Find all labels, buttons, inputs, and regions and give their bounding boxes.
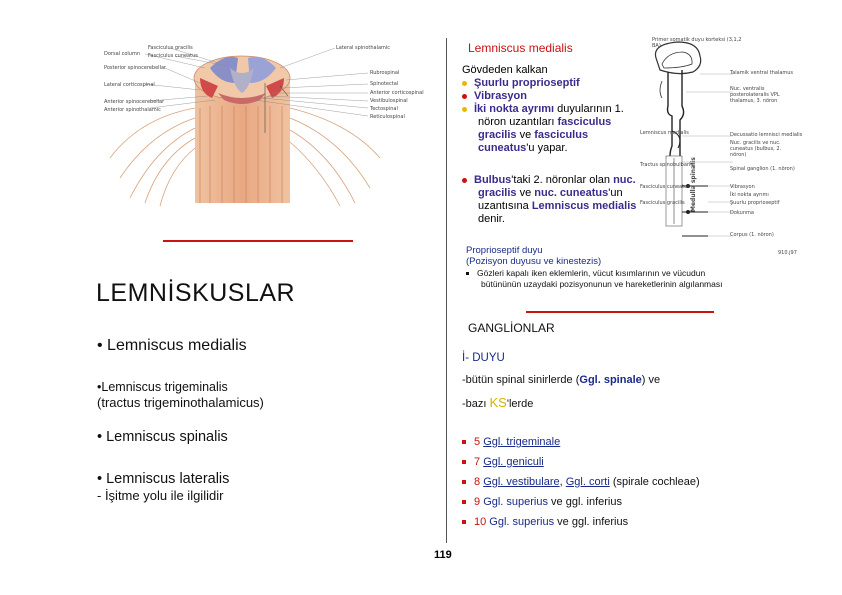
ganglion-sub: İ- DUYU xyxy=(462,352,505,364)
fig-label: Rubrospinal xyxy=(370,70,400,76)
bullet-cont xyxy=(462,187,662,226)
bullet-text: Şuurlu proprioseptif xyxy=(474,77,580,89)
bullet-text: gracilis xyxy=(478,129,517,141)
bullet-cont xyxy=(462,116,642,155)
fig-label: Şuurlu proprioseptif xyxy=(730,200,780,206)
bullet-icon xyxy=(462,178,467,183)
pathway-figure xyxy=(638,36,803,258)
bullet-text: 'u yapar. xyxy=(526,142,568,154)
intro-text: Gövdeden kalkan xyxy=(462,64,548,76)
proprio-line: Proprioseptif duyu xyxy=(466,245,543,256)
fig-label: Decussatio lemnisci medialis xyxy=(730,132,803,138)
list-item xyxy=(462,512,700,532)
page-title: LEMNİSKUSLAR xyxy=(96,279,296,307)
bullet-icon xyxy=(462,94,467,99)
fig-label: Nuc. ventralis posterolateralis VPL thalamus, 3. nöron xyxy=(730,86,780,104)
list-item-line: • Lemniscus lateralis xyxy=(97,471,230,487)
item-name: Ggl. geniculi xyxy=(483,456,544,468)
list-item-lemniscus-spinalis: • Lemniscus spinalis xyxy=(97,429,228,445)
fig-caption: Primer somatik duyu korteksi (3,1,2 BA) xyxy=(652,37,742,49)
bullet-text: nuc. xyxy=(613,174,636,186)
bullet-text: cuneatus xyxy=(478,142,527,154)
spinal-cord-figure xyxy=(100,38,448,208)
fig-label: Fasciculus cuneatus xyxy=(148,53,198,59)
bullet-item xyxy=(462,90,642,103)
list-item-lemniscus-medialis: • Lemniscus medialis xyxy=(97,337,247,354)
bullet-item xyxy=(462,174,662,187)
ganglion-list xyxy=(462,432,700,532)
fig-label: Anterior corticospinal xyxy=(370,90,424,96)
fig-label: Lemniscus medialis xyxy=(640,130,689,136)
bullet-text: 'taki 2. nöronlar olan xyxy=(511,174,614,186)
bullet-icon xyxy=(462,500,466,504)
bullet-text: 'un xyxy=(608,187,623,199)
bullet-item xyxy=(466,268,776,279)
text-segment: -bazı xyxy=(462,398,490,410)
fig-label: Talamik ventral thalamus xyxy=(730,70,794,76)
bullet-item xyxy=(462,103,642,116)
fig-label: Dorsal column xyxy=(104,51,141,57)
bullet-icon xyxy=(462,460,466,464)
bullet-icon xyxy=(462,107,467,112)
fig-label: Spinal ganglion (1. nöron) xyxy=(730,166,795,172)
item-num: 7 xyxy=(474,456,484,468)
bullet-text: İki nokta ayrımı xyxy=(474,103,555,115)
item-rest: ve ggl. inferius xyxy=(548,496,622,508)
bullet-text: nöron uzantıları xyxy=(478,116,558,128)
bullet-text: ve xyxy=(516,187,535,199)
page-number: 119 xyxy=(434,549,452,561)
item-name: Ggl. superius xyxy=(483,496,548,508)
proprio-bullets xyxy=(466,268,776,290)
text-segment: ) ve xyxy=(641,374,661,386)
fig-code: 910.j97 xyxy=(778,250,797,256)
bullet-text: Lemniscus medialis xyxy=(531,200,637,212)
item-name: Ggl. vestibulare xyxy=(483,476,560,488)
fig-label: Anterior spinothalamic xyxy=(104,107,161,113)
list-item-lemniscus-trigeminalis xyxy=(97,380,264,410)
fig-label: Reticulospinal xyxy=(370,114,405,120)
list-item-line: (tractus trigeminothalamicus) xyxy=(97,395,264,410)
item-sep: , xyxy=(559,476,566,488)
ganglion-line1 xyxy=(462,374,660,386)
list-item xyxy=(462,452,700,472)
bullet-text: fasciculus xyxy=(534,129,589,141)
bullet-text: Bulbus xyxy=(474,174,512,186)
text-segment: 'lerde xyxy=(506,398,534,410)
title-rule xyxy=(163,240,353,242)
fig-label: Fasciculus gracilis xyxy=(148,45,193,51)
ganglion-heading: GANGLİONLAR xyxy=(468,321,555,335)
fig-label: Lateral corticospinal xyxy=(104,82,155,88)
fig-label: Spinotectal xyxy=(370,81,399,87)
fig-label: Corpus (1. nöron) xyxy=(730,232,774,238)
bullet-text: denir. xyxy=(478,213,505,225)
list-item xyxy=(462,472,700,492)
fig-label: Anterior spinocerebellar xyxy=(104,99,165,105)
list-item-line: •Lemniscus trigeminalis xyxy=(97,380,228,394)
item-name: Ggl. superius xyxy=(489,516,555,528)
item-num: 10 xyxy=(474,516,490,528)
bullet-text: uzantısına xyxy=(478,200,532,212)
fig-label: Tectospinal xyxy=(370,106,398,112)
item-name: Ggl. trigeminale xyxy=(483,436,561,448)
fig-vertical-label: Medulla spinalis xyxy=(690,157,697,212)
item-rest: (spirale cochleae) xyxy=(609,476,700,488)
fig-label: Fasciculus gracilis xyxy=(640,200,685,206)
fig-label: İki nokta ayrımı xyxy=(730,192,769,198)
bullet-text: Gözleri kapalı iken eklemlerin, vücut kısımlarının ve vücudun xyxy=(477,268,706,278)
list-item xyxy=(462,432,700,452)
proprio-line: (Pozisyon duyusu ve kinestezis) xyxy=(466,256,602,267)
lemniscus-medialis-text xyxy=(462,64,642,155)
bullet-icon xyxy=(462,81,467,86)
fig-label: Vestibulospinal xyxy=(370,98,408,104)
ganglion-line2 xyxy=(462,395,533,410)
fig-label: Tractus spinobulbaris xyxy=(640,162,693,168)
text-segment: Ggl. spinale xyxy=(579,374,642,386)
bullet-text: fasciculus xyxy=(557,116,612,128)
bullet-text: duyularının 1. xyxy=(554,103,624,115)
bullet-icon xyxy=(462,440,466,444)
list-item-line: - İşitme yolu ile ilgilidir xyxy=(97,488,224,503)
bullet-icon xyxy=(466,272,469,275)
ganglion-rule xyxy=(526,311,714,313)
fig-label: Nuc. gracilis ve nuc. cuneatus (bulbus, 2. nöron) xyxy=(730,140,782,158)
lemniscus-medialis-heading: Lemniscus medialis xyxy=(468,41,573,55)
bullet-icon xyxy=(462,520,466,524)
text-segment: -bütün spinal sinirlerde ( xyxy=(462,374,580,386)
item-num: 9 xyxy=(474,496,484,508)
fig-label: Vibrasyon xyxy=(730,184,755,190)
fig-label: Dokunma xyxy=(730,210,754,216)
bullet-icon xyxy=(462,480,466,484)
item-num: 8 xyxy=(474,476,484,488)
fig-label: Posterior spinocerebellar xyxy=(104,65,167,71)
list-item xyxy=(462,492,700,512)
bullet-text: gracilis xyxy=(478,187,517,199)
item-name: Ggl. corti xyxy=(565,476,610,488)
bullet-item xyxy=(462,77,642,90)
text-segment: KS xyxy=(489,395,507,410)
bulbus-text xyxy=(462,174,662,226)
proprio-block xyxy=(466,245,601,267)
fig-label: Fasciculus cuneatus xyxy=(640,184,690,190)
list-item-lemniscus-lateralis xyxy=(97,471,229,503)
item-rest: ve ggl. inferius xyxy=(554,516,629,528)
item-num: 5 xyxy=(474,436,484,448)
bullet-text: Vibrasyon xyxy=(474,90,527,102)
bullet-cont: bütününün uzaydaki pozisyonunun ve hareketlerinin algılanması xyxy=(481,279,723,289)
bullet-text: nuc. cuneatus xyxy=(534,187,609,199)
fig-label: Lateral spinothalamic xyxy=(336,45,391,51)
bullet-text: ve xyxy=(516,129,535,141)
